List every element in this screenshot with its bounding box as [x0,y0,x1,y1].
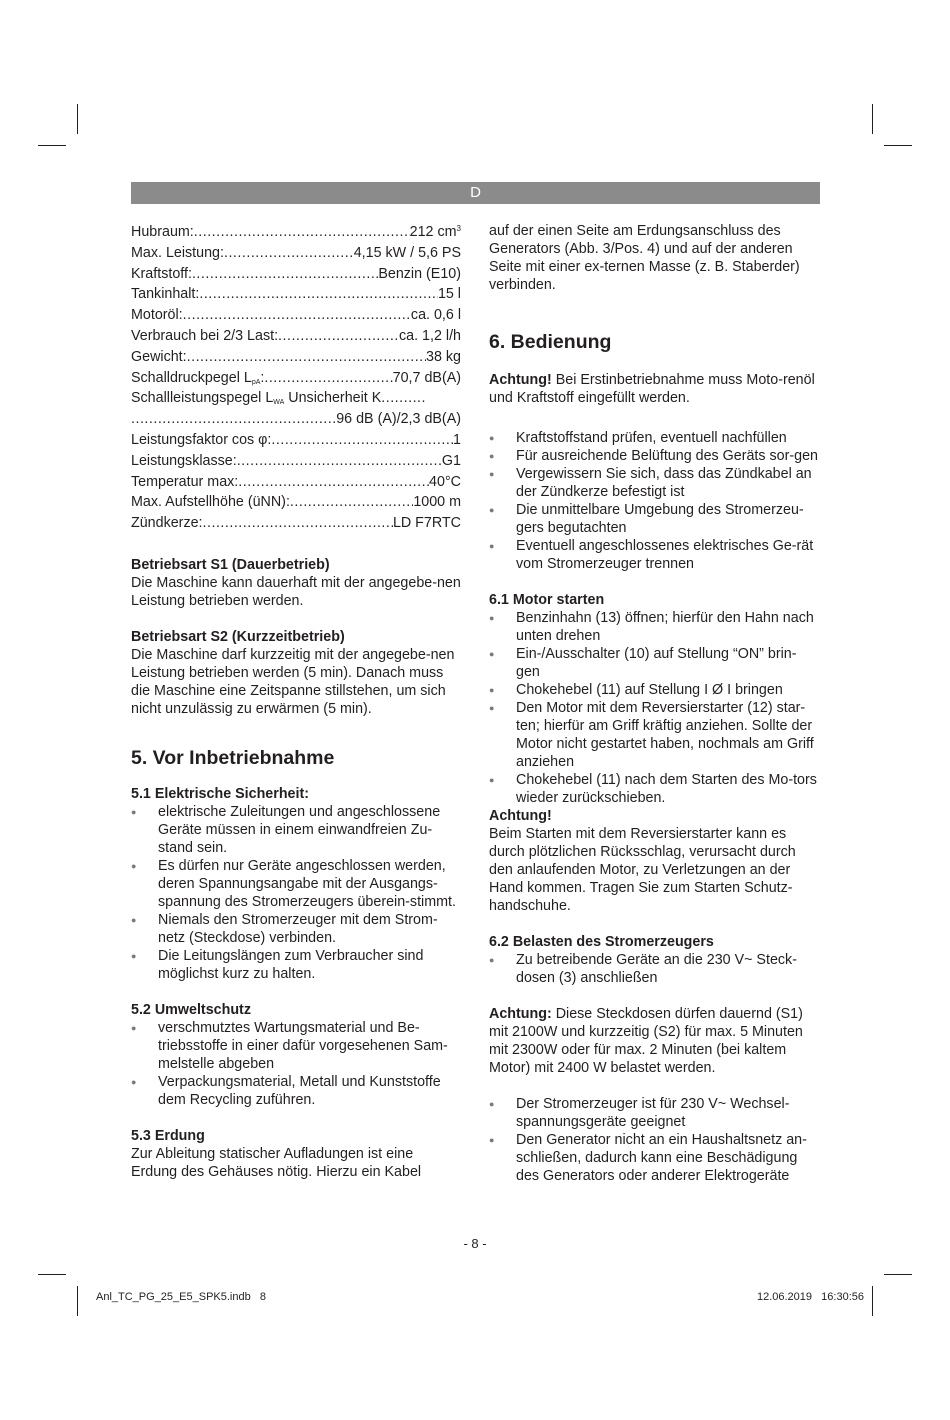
list-item: ● Es dürfen nur Geräte angeschlossen werden, deren Spannungsangabe mit der Ausgangs-spannung des Stromerzeugers überein-stimmt. [131,857,461,911]
spec-label: Kraftstoff: [131,265,192,282]
list-item: ● Für ausreichende Belüftung des Geräts sor-gen [489,447,819,465]
leader-dots [290,492,413,513]
spec-row [131,284,461,305]
footer-datetime: 12.06.2019 16:30:56 [756,1291,864,1303]
crop-mark [77,104,78,134]
leader-dots [237,451,442,472]
spec-row [131,492,461,513]
list-item: ● Die unmittelbare Umgebung des Stromerzeu-gers begutachten [489,501,819,537]
spec-row [131,472,461,493]
spec-label: Leistungsfaktor cos φ: [131,431,272,448]
leader-dots [224,243,354,264]
spec-label: Max. Leistung: [131,244,224,261]
spec-row [131,326,461,347]
right-column [489,222,819,1185]
section-6-2-list [489,951,819,987]
crop-mark [884,1274,912,1275]
leader-dots [271,430,453,451]
spec-label: Tankinhalt: [131,286,200,303]
list-item: ● verschmutztes Wartungsmaterial und Be-triebsstoffe in einer dafür vorgesehenen Sam-melstelle abgeben [131,1019,461,1073]
spec-row [131,513,461,534]
section-6-1-list [489,609,819,807]
leader-dots [194,222,410,243]
spec-value: 38 kg [426,348,461,365]
leader-dots [131,409,336,430]
spec-value: Benzin (E10) [378,265,461,282]
list-item: ● Eventuell angeschlossenes elektrisches Ge-rät vom Stromerzeuger trennen [489,537,819,573]
list-item: ● Zu betreibende Geräte an die 230 V~ Steck-dosen (3) anschließen [489,951,819,987]
leader-dots [192,264,378,285]
spec-label: Schalldruckpegel $L_{pA}$: [131,369,265,386]
spec-row [131,388,461,409]
section-6-warning: Achtung! Bei Erstinbetriebnahme muss Moto-renöl und Kraftstoff eingefüllt werden. [489,372,815,406]
leader-dots [264,368,392,389]
spec-label: Gewicht: [131,348,187,365]
list-item: ● Chokehebel (11) nach dem Starten des Mo-tors wieder zurückschieben. [489,771,819,807]
spec-label: Motoröl: [131,307,183,324]
list-item: ● Kraftstoffstand prüfen, eventuell nachfüllen [489,429,819,447]
section-5-title: 5. Vor Inbetriebnahme [131,746,335,769]
spec-value: 40°C [429,473,461,490]
crop-mark [872,104,873,134]
crop-mark [77,1286,78,1316]
spec-label: Temperatur max: [131,473,239,490]
footer-filename: Anl_TC_PG_25_E5_SPK5.indb 8 [96,1291,267,1303]
spec-label: Zündkerze: [131,515,203,532]
spec-value: LD F7RTC [392,515,461,532]
spec-row [131,243,461,264]
list-item: ● Den Motor mit dem Reversierstarter (12) star-ten; hierfür am Griff kräftig anziehen. Sollte der Motor nicht gestartet haben, nochmals am Griff anziehen [489,699,819,771]
list-item: ● Verpackungsmaterial, Metall und Kunststoffe dem Recycling zuführen. [131,1073,461,1109]
spec-value: G1 [441,452,461,469]
crop-mark [884,145,912,146]
section-5-1-heading: 5.1 Elektrische Sicherheit: [131,785,309,802]
spec-value: 1 [453,431,461,448]
section-6-2-warning: Achtung: Diese Steckdosen dürfen dauernd (S1) mit 2100W und kurzzeitig (S2) für max. 5 Minuten mit 2300W oder für max. 2 Minuten (bei kaltem Motor) mit 2400 W belastet werden. [489,1006,803,1076]
spec-value: ca. 0,6 l [410,307,461,324]
s2-text: Die Maschine darf kurzzeitig mit der angegebe-nen Leistung betrieben werden (5 min). Danach muss die Maschine eine Zeitspanne stillstehen, um sich nicht unzulässig zu erwärmen (5 min). [131,646,455,717]
spec-row [131,451,461,472]
section-6-1-warning-text: Beim Starten mit dem Reversierstarter kann es durch plötzlichen Rücksschlag, verursacht durch den anlaufenden Motor, zu Verletzungen an der Hand kommen. Tragen Sie zum Starten Schutz-handschuhe. [489,826,796,914]
spec-row [131,347,461,368]
list-item: ● Chokehebel (11) auf Stellung I Ø I bringen [489,681,819,699]
section-5-2-heading: 5.2 Umweltschutz [131,1001,251,1018]
spec-label: Schallleistungspegel $L_{WA}$ Unsicherheit K [131,390,382,407]
crop-mark [872,1286,873,1316]
spec-label: Verbrauch bei 2/3 Last: [131,327,279,344]
section-6-title: 6. Bedienung [489,331,612,353]
section-letter: D [470,184,481,201]
spec-list [131,222,461,534]
leader-dots [183,305,411,326]
spec-row [131,409,461,430]
leader-dots [278,326,399,347]
leader-dots [238,472,429,493]
spec-row [131,264,461,285]
spec-row [131,305,461,326]
list-item: ● Niemals den Stromerzeuger mit dem Strom-netz (Steckdose) verbinden. [131,911,461,947]
spec-row [131,430,461,451]
spec-value: ca. 1,2 l/h [399,327,461,344]
spec-row [131,222,461,243]
spec-value: 1000 m [413,494,461,511]
list-item: ● Vergewissern Sie sich, dass das Zündkabel an der Zündkerze befestigt ist [489,465,819,501]
list-item: ● Die Leitungslängen zum Verbraucher sind möglichst kurz zu halten. [131,947,461,983]
section-5-1-list [131,803,461,983]
leader-dots [199,284,438,305]
list-item: ● Ein-/Ausschalter (10) auf Stellung “ON” brin-gen [489,645,819,681]
left-column [131,222,461,1181]
list-item: ● Der Stromerzeuger ist für 230 V~ Wechsel-spannungsgeräte geeignet [489,1095,819,1131]
spec-value: 15 l [437,286,461,303]
section-6-list [489,429,819,573]
spec-value: 70,7 dB(A) [392,369,461,386]
grounding-continuation: auf der einen Seite am Erdungsanschluss des Generators (Abb. 3/Pos. 4) und auf der anderen Seite mit einer ex-ternen Masse (z. B. Staberder) verbinden. [489,223,800,293]
leader-dots [381,388,427,409]
spec-value: 4,15 kW / 5,6 PS [353,244,461,261]
section-5-2-list [131,1019,461,1109]
list-item: ● elektrische Zuleitungen und angeschlossene Geräte müssen in einem einwandfreien Zu-stand sein. [131,803,461,857]
crop-mark [38,145,66,146]
leader-dots [203,513,393,534]
section-5-3-text: Zur Ableitung statischer Aufladungen ist eine Erdung des Gehäuses nötig. Hierzu ein Kabel [131,1145,422,1180]
s1-text: Die Maschine kann dauerhaft mit der angegebe-nen Leistung betrieben werden. [131,574,461,609]
section-6-2-heading: 6.2 Belasten des Stromerzeugers [489,934,714,950]
page-number: - 8 - [463,1236,487,1251]
spec-label: Hubraum: [131,224,194,240]
section-6-1-heading: 6.1 Motor starten [489,592,605,608]
list-item: ● Benzinhahn (13) öffnen; hierfür den Hahn nach unten drehen [489,609,819,645]
spec-label: Max. Aufstellhöhe (üNN): [131,494,290,511]
section-5-3-heading: 5.3 Erdung [131,1127,205,1144]
leader-dots [187,347,426,368]
list-item: ● Den Generator nicht an ein Haushaltsnetz an-schließen, dadurch kann eine Beschädigung des Generators oder anderer Elektrogeräte [489,1131,819,1185]
s1-heading: Betriebsart S1 (Dauerbetrieb) [131,556,330,573]
spec-row [131,368,461,389]
spec-label: Leistungsklasse: [131,452,237,469]
spec-value: 96 dB (A)/2,3 dB(A) [336,411,461,428]
spec-value: 212 $cm^3$ [409,224,461,240]
section-6-1-warning-label: Achtung! [489,808,552,824]
s2-heading: Betriebsart S2 (Kurzzeitbetrieb) [131,628,345,645]
crop-mark [38,1274,66,1275]
section-6-2-list-2 [489,1095,819,1185]
section-header-bar [131,182,820,204]
